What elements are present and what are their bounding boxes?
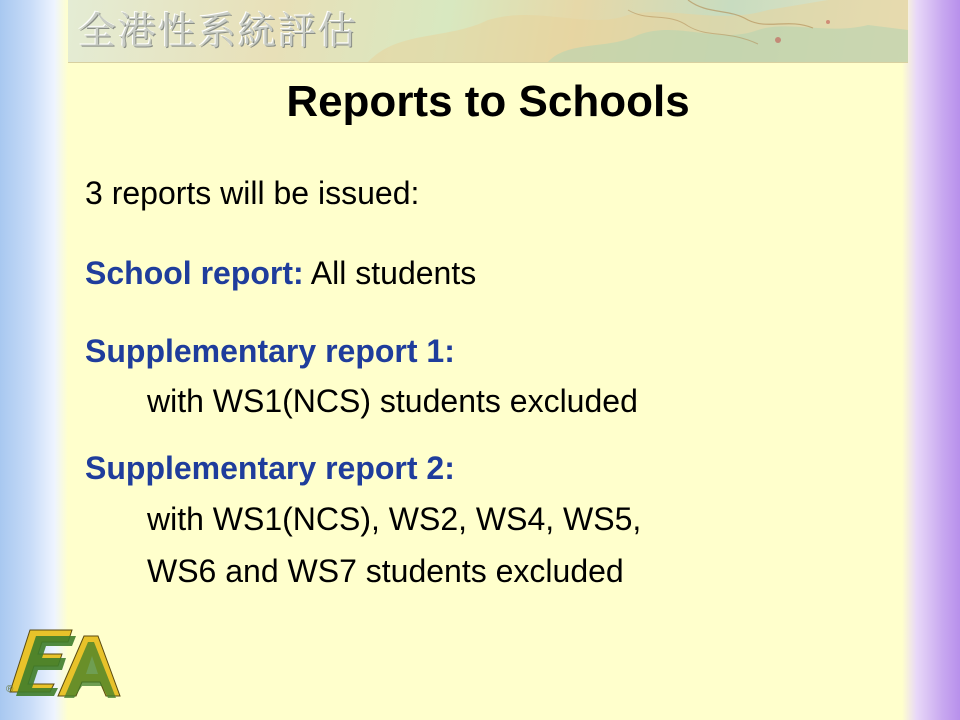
report-continuation: with WS1(NCS), WS2, WS4, WS5, [147, 501, 642, 537]
report-label: School report: [85, 255, 304, 291]
registered-mark: ® [6, 684, 14, 695]
header-banner [68, 0, 908, 63]
slide-title: Reports to Schools [286, 77, 690, 126]
report-description: All students [310, 255, 477, 291]
report-item-supp2 [85, 449, 455, 487]
report-label: Supplementary report 2: [85, 450, 455, 486]
left-gradient-band [0, 0, 68, 720]
intro-text: 3 reports will be issued: [85, 175, 420, 211]
report-continuation: WS6 and WS7 students excluded [147, 553, 624, 589]
report-item-school [85, 254, 476, 292]
banner-title: 全港性系統評估 [78, 9, 359, 53]
right-gradient-band [902, 0, 960, 720]
report-label: Supplementary report 1: [85, 333, 455, 369]
report-continuation: with WS1(NCS) students excluded [147, 383, 638, 419]
report-item-supp1 [85, 332, 455, 370]
ea-logo [2, 622, 122, 698]
